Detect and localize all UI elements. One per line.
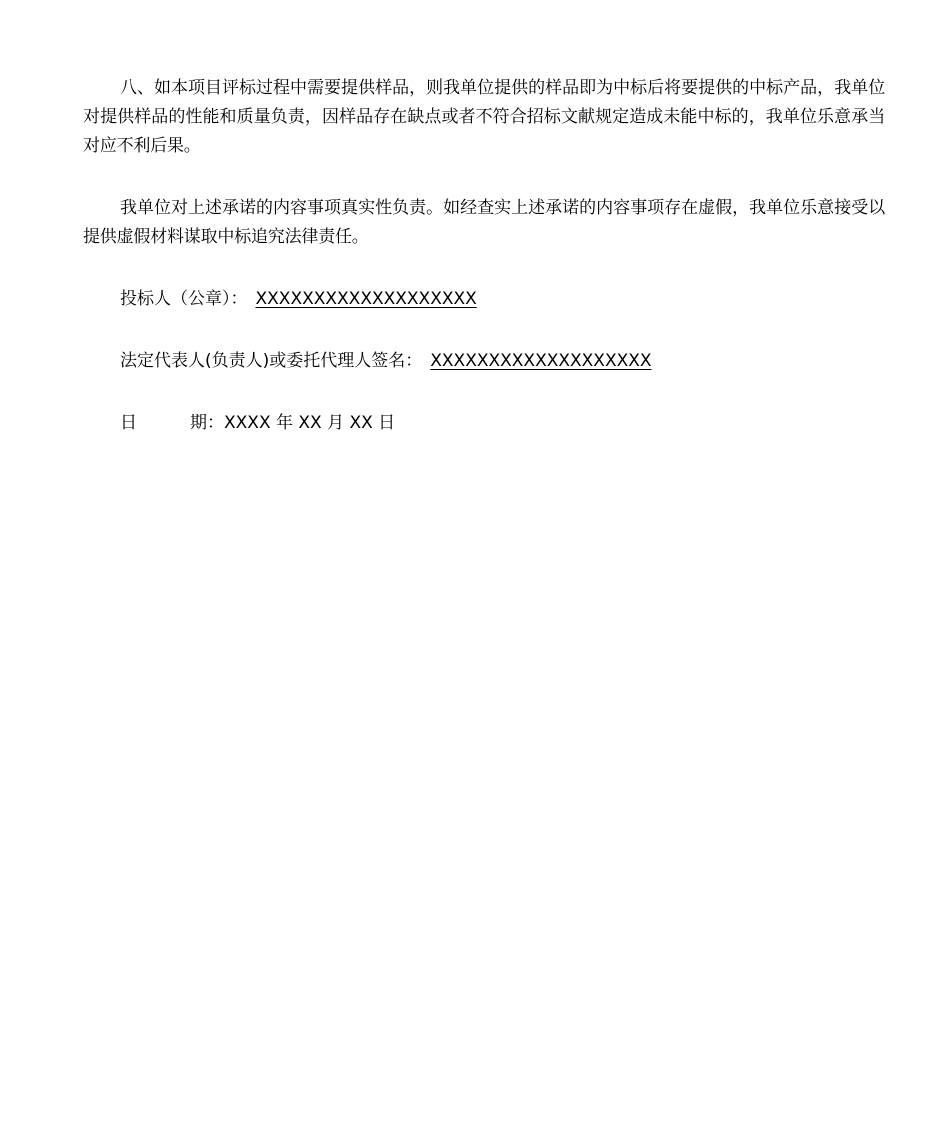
date-value: XXXX 年 XX 月 XX 日 <box>224 413 396 433</box>
bidder-seal-field: XXXXXXXXXXXXXXXXXXX <box>255 289 477 309</box>
date-label-period: 期： <box>190 413 224 433</box>
commitment-paragraph-eight: 八、如本项目评标过程中需要提供样品，则我单位提供的样品即为中标后将要提供的中标产品，我单位对提供样品的性能和质量负责，因样品存在缺点或者不符合招标文献规定造成未能中标的，我单位乐意承当对应不利后果。 <box>83 78 885 156</box>
representative-signature-field: XXXXXXXXXXXXXXXXXXX <box>430 351 652 371</box>
bidder-label: 投标人（公章）： <box>120 289 248 309</box>
representative-signature-line <box>120 349 660 373</box>
date-label-day: 日 <box>120 413 137 433</box>
bidder-seal-line <box>120 287 485 311</box>
representative-label: 法定代表人(负责人)或委托代理人签名： <box>120 351 423 371</box>
responsibility-statement-paragraph: 我单位对上述承诺的内容事项真实性负责。如经查实上述承诺的内容事项存在虚假，我单位乐意接受以提供虚假材料谋取中标追究法律责任。 <box>83 198 885 247</box>
date-line <box>120 411 395 435</box>
